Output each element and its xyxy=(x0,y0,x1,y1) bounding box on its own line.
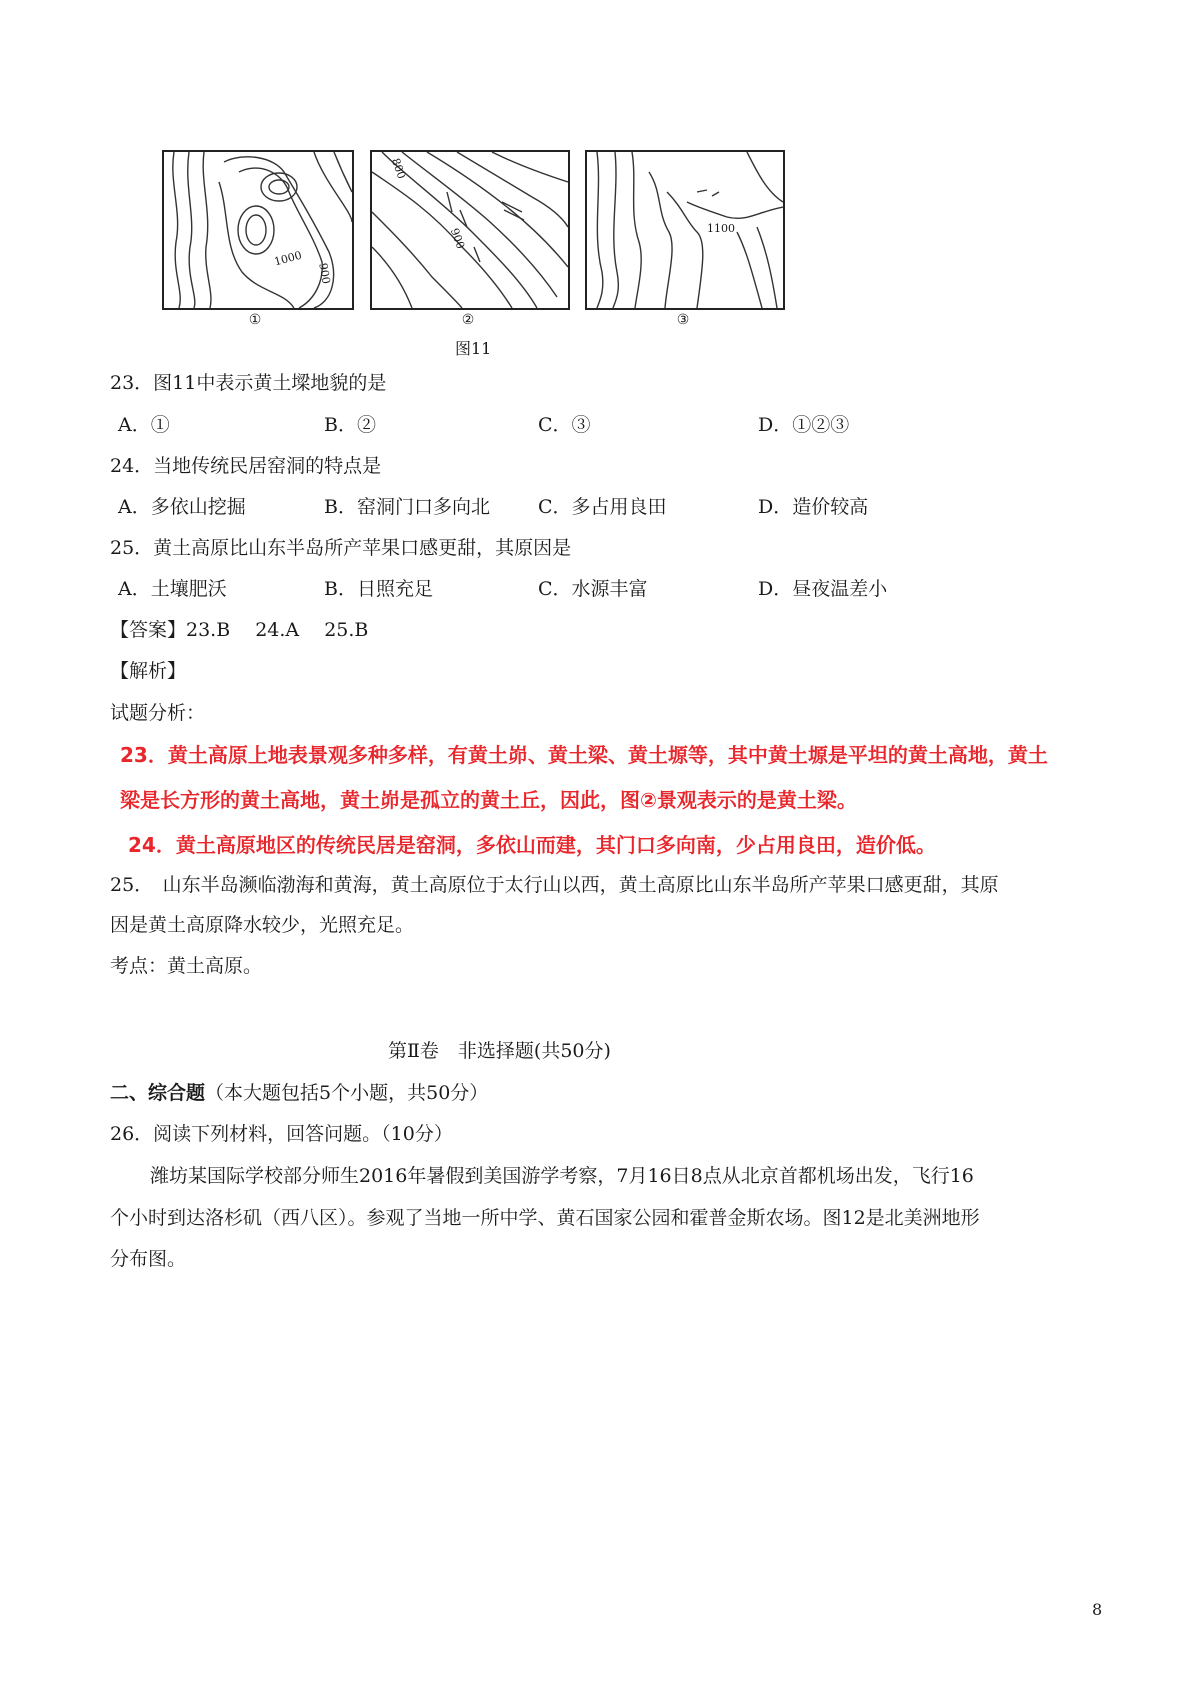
elevation-label: 900 xyxy=(316,262,333,285)
question-24-option-d: D．造价较高 xyxy=(758,496,869,518)
analysis-q23-line2: 梁是长方形的黄土高地，黄土峁是孤立的黄土丘，因此，图②景观表示的是黄土梁。 xyxy=(120,788,857,812)
analysis-q25-line1: 25． 山东半岛濒临渤海和黄海，黄土高原位于太行山以西，黄土高原比山东半岛所产苹果口感更甜，其原 xyxy=(110,874,999,896)
question-24-option-b: B．窑洞门口多向北 xyxy=(324,496,490,518)
question-26-para-line3: 分布图。 xyxy=(110,1248,187,1270)
panel-label-2: ② xyxy=(461,312,475,328)
contour-map-3 xyxy=(585,150,785,310)
contour-map-2 xyxy=(370,150,570,310)
question-26-para-line1: 潍坊某国际学校部分师生2016年暑假到美国游学考察，7月16日8点从北京首都机场出发，飞行16 xyxy=(150,1165,974,1187)
question-24-stem: 24．当地传统民居窑洞的特点是 xyxy=(110,455,382,477)
question-23-stem: 23．图11中表示黄土墚地貌的是 xyxy=(110,372,387,394)
question-23-option-b: B．② xyxy=(324,414,376,436)
analysis-q25-line2: 因是黄土高原降水较少，光照充足。 xyxy=(110,914,415,936)
analysis-label: 试题分析： xyxy=(110,702,206,724)
question-26-para-line2: 个小时到达洛杉矶（西八区）。参观了当地一所中学、黄石国家公园和霍普金斯农场。图12是北美洲地形 xyxy=(110,1207,980,1229)
part-note: （本大题包括5个小题，共50分） xyxy=(205,1082,489,1104)
question-25-option-c: C．水源丰富 xyxy=(538,578,648,600)
figure-caption: 图11 xyxy=(455,339,492,358)
analysis-q24: 24．黄土高原地区的传统民居是窑洞，多依山而建，其门口多向南，少占用良田，造价低。 xyxy=(128,833,936,857)
question-25-option-d: D．昼夜温差小 xyxy=(758,578,888,600)
question-25-stem: 25．黄土高原比山东半岛所产苹果口感更甜，其原因是 xyxy=(110,537,572,559)
question-24-option-c: C．多占用良田 xyxy=(538,496,667,518)
question-26-stem: 26．阅读下列材料，回答问题。（10分） xyxy=(110,1123,453,1145)
question-25-option-b: B．日照充足 xyxy=(324,578,433,600)
question-23-option-c: C．③ xyxy=(538,414,591,436)
section2-part-heading-line xyxy=(110,1080,488,1106)
elevation-label: 1100 xyxy=(707,222,735,235)
analysis-heading: 【解析】 xyxy=(110,660,187,682)
question-23-option-d: D．①②③ xyxy=(758,414,850,436)
answer-line: 【答案】23.B 24.A 25.B xyxy=(110,619,369,641)
panel-label-3: ③ xyxy=(676,312,690,328)
page-number: 8 xyxy=(1092,1600,1103,1619)
elevation-label: 900 xyxy=(447,226,468,251)
elevation-label: 1000 xyxy=(272,248,304,269)
contour-lines-3 xyxy=(587,152,783,308)
contour-map-1 xyxy=(162,150,354,310)
panel-label-1: ① xyxy=(248,312,262,328)
analysis-q23-line1: 23．黄土高原上地表景观多种多样，有黄土峁、黄土梁、黄土塬等，其中黄土塬是平坦的黄土高地，黄土 xyxy=(120,743,1048,767)
question-25-option-a: A．土壤肥沃 xyxy=(118,578,227,600)
part-heading: 二、综合题 xyxy=(110,1082,206,1104)
section2-title: 第Ⅱ卷 非选择题(共50分) xyxy=(388,1040,611,1062)
elevation-label: 800 xyxy=(388,156,409,181)
contour-lines-1 xyxy=(164,152,352,308)
question-24-option-a: A．多依山挖掘 xyxy=(118,496,246,518)
question-23-option-a: A．① xyxy=(118,414,170,436)
kaodian-line: 考点：黄土高原。 xyxy=(110,955,263,977)
